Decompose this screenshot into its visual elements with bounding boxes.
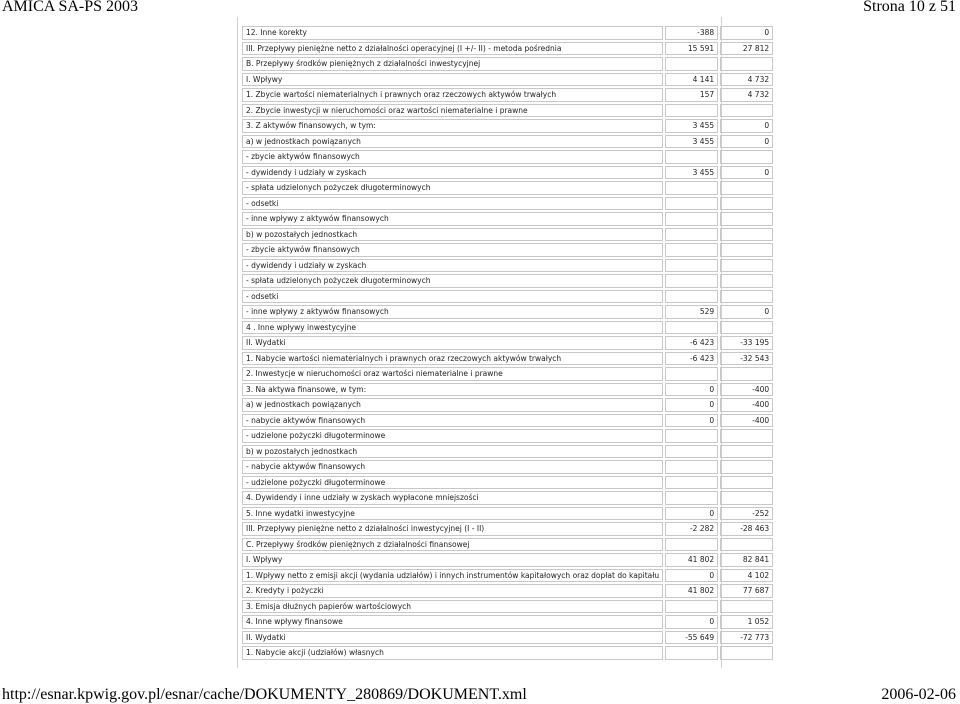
value-2003: -6 423: [665, 352, 718, 366]
source-url: http://esnar.kpwig.gov.pl/esnar/cache/DOKUMENTY_280869/DOKUMENT.xml: [2, 686, 527, 703]
value-2003: [665, 228, 718, 242]
value-2002: [720, 476, 773, 490]
print-date: 2006-02-06: [881, 686, 956, 703]
row-label: II. Wydatki: [242, 631, 663, 645]
table-row: [242, 228, 773, 242]
table-row: [242, 460, 773, 474]
row-label: 1. Zbycie wartości niematerialnych i prawnych oraz rzeczowych aktywów trwałych: [242, 88, 663, 102]
value-2002: [720, 321, 773, 335]
table-row: [242, 615, 773, 629]
value-2002: [720, 57, 773, 71]
value-2003: 15 591: [665, 42, 718, 56]
table-row: [242, 414, 773, 428]
value-2003: [665, 274, 718, 288]
value-2003: 529: [665, 305, 718, 319]
table-row: [242, 445, 773, 459]
table-row: [242, 553, 773, 567]
row-label: III. Przepływy pieniężne netto z działalności inwestycyjnej (I - II): [242, 522, 663, 536]
row-label: - dywidendy i udziały w zyskach: [242, 259, 663, 273]
row-label: a) w jednostkach powiązanych: [242, 135, 663, 149]
value-2002: [720, 274, 773, 288]
row-label: - zbycie aktywów finansowych: [242, 243, 663, 257]
row-label: - spłata udzielonych pożyczek długoterminowych: [242, 274, 663, 288]
row-label: b) w pozostałych jednostkach: [242, 228, 663, 242]
table-row: [242, 336, 773, 350]
row-label: 4 . Inne wpływy inwestycyjne: [242, 321, 663, 335]
table-row: [242, 476, 773, 490]
table-row: [242, 181, 773, 195]
value-2003: 0: [665, 615, 718, 629]
table-row: [242, 507, 773, 521]
table-row: [242, 166, 773, 180]
row-label: 2. Inwestycje w nieruchomości oraz wartości niematerialne i prawne: [242, 367, 663, 381]
value-2002: [720, 445, 773, 459]
value-2002: [720, 600, 773, 614]
row-label: III. Przepływy pieniężne netto z działalności operacyjnej (I +/- II) - metoda pośrednia: [242, 42, 663, 56]
value-2002: [720, 104, 773, 118]
value-2002: [720, 259, 773, 273]
value-2003: [665, 491, 718, 505]
value-2003: 0: [665, 414, 718, 428]
value-2003: [665, 290, 718, 304]
row-label: II. Wydatki: [242, 336, 663, 350]
value-2003: [665, 646, 718, 660]
row-label: b) w pozostałych jednostkach: [242, 445, 663, 459]
value-2003: 4 141: [665, 73, 718, 87]
table-row: [242, 274, 773, 288]
table-row: [242, 600, 773, 614]
table-row: [242, 73, 773, 87]
row-label: 2. Zbycie inwestycji w nieruchomości oraz wartości niematerialne i prawne: [242, 104, 663, 118]
value-2002: -400: [720, 398, 773, 412]
value-2003: 3 455: [665, 119, 718, 133]
value-2002: [720, 538, 773, 552]
value-2003: [665, 197, 718, 211]
table-row: [242, 584, 773, 598]
value-2002: -252: [720, 507, 773, 521]
row-label: 1. Nabycie akcji (udziałów) własnych: [242, 646, 663, 660]
table-row: [242, 88, 773, 102]
table-row: [242, 429, 773, 443]
value-2003: -388: [665, 26, 718, 40]
value-2002: -32 543: [720, 352, 773, 366]
value-2002: [720, 181, 773, 195]
value-2003: [665, 181, 718, 195]
value-2003: 0: [665, 398, 718, 412]
value-2002: [720, 228, 773, 242]
value-2002: -400: [720, 414, 773, 428]
value-2002: [720, 243, 773, 257]
value-2002: -28 463: [720, 522, 773, 536]
value-2003: 3 455: [665, 166, 718, 180]
value-2002: 0: [720, 166, 773, 180]
row-label: 3. Z aktywów finansowych, w tym:: [242, 119, 663, 133]
value-2003: -55 649: [665, 631, 718, 645]
value-2002: 77 687: [720, 584, 773, 598]
row-label: B. Przepływy środków pieniężnych z działalności inwestycyjnej: [242, 57, 663, 71]
table-row: [242, 631, 773, 645]
value-2002: [720, 491, 773, 505]
table-row: [242, 305, 773, 319]
table-row: [242, 352, 773, 366]
table-row: [242, 538, 773, 552]
value-2002: -33 195: [720, 336, 773, 350]
value-2002: [720, 367, 773, 381]
value-2002: -72 773: [720, 631, 773, 645]
row-label: - nabycie aktywów finansowych: [242, 460, 663, 474]
value-2003: [665, 429, 718, 443]
row-label: 2. Kredyty i pożyczki: [242, 584, 663, 598]
table-row: [242, 491, 773, 505]
table-row: [242, 150, 773, 164]
table-row: [242, 522, 773, 536]
value-2002: 0: [720, 135, 773, 149]
row-label: - zbycie aktywów finansowych: [242, 150, 663, 164]
value-2002: 4 732: [720, 73, 773, 87]
row-label: 1. Nabycie wartości niematerialnych i prawnych oraz rzeczowych aktywów trwałych: [242, 352, 663, 366]
row-label: 5. Inne wydatki inwestycyjne: [242, 507, 663, 521]
value-2003: 41 802: [665, 584, 718, 598]
value-2002: 0: [720, 119, 773, 133]
table-row: [242, 42, 773, 56]
row-label: C. Przepływy środków pieniężnych z działalności finansowej: [242, 538, 663, 552]
value-2003: [665, 212, 718, 226]
value-2003: [665, 104, 718, 118]
page-number: Strona 10 z 51: [863, 0, 956, 15]
value-2003: [665, 538, 718, 552]
row-label: - spłata udzielonych pożyczek długoterminowych: [242, 181, 663, 195]
value-2003: [665, 476, 718, 490]
value-2003: [665, 445, 718, 459]
row-label: - inne wpływy z aktywów finansowych: [242, 305, 663, 319]
row-label: - udzielone pożyczki długoterminowe: [242, 476, 663, 490]
table-row: [242, 104, 773, 118]
value-2003: -6 423: [665, 336, 718, 350]
value-2002: [720, 197, 773, 211]
value-2003: [665, 600, 718, 614]
value-2003: 157: [665, 88, 718, 102]
value-2002: [720, 150, 773, 164]
row-label: a) w jednostkach powiązanych: [242, 398, 663, 412]
table-row: [242, 26, 773, 40]
row-label: 4. Dywidendy i inne udziały w zyskach wypłacone mniejszości: [242, 491, 663, 505]
value-2002: [720, 290, 773, 304]
value-2003: 0: [665, 383, 718, 397]
table-row: [242, 569, 773, 583]
value-2002: 1 052: [720, 615, 773, 629]
table-row: [242, 321, 773, 335]
row-label: 1. Wpływy netto z emisji akcji (wydania udziałów) i innych instrumentów kapitałowych oraz dopłat do kapitału: [242, 569, 663, 583]
value-2002: [720, 212, 773, 226]
table-row: [242, 197, 773, 211]
row-label: - udzielone pożyczki długoterminowe: [242, 429, 663, 443]
table-row: [242, 290, 773, 304]
value-2002: 4 102: [720, 569, 773, 583]
value-2003: -2 282: [665, 522, 718, 536]
value-2002: [720, 460, 773, 474]
table-row: [242, 259, 773, 273]
value-2003: 0: [665, 507, 718, 521]
table-row: [242, 646, 773, 660]
table-row: [242, 57, 773, 71]
value-2003: [665, 321, 718, 335]
value-2003: 41 802: [665, 553, 718, 567]
value-2002: [720, 429, 773, 443]
row-label: - dywidendy i udziały w zyskach: [242, 166, 663, 180]
table-row: [242, 212, 773, 226]
row-label: 3. Na aktywa finansowe, w tym:: [242, 383, 663, 397]
cash-flow-table: [240, 24, 775, 662]
document-title: AMICA SA-PS 2003: [2, 0, 139, 15]
value-2003: [665, 150, 718, 164]
value-2003: [665, 367, 718, 381]
table-body: [242, 26, 773, 660]
page-header: [0, 0, 960, 18]
row-label: - odsetki: [242, 290, 663, 304]
page-footer: [0, 686, 960, 704]
value-2003: 0: [665, 569, 718, 583]
row-label: - nabycie aktywów finansowych: [242, 414, 663, 428]
row-label: 12. Inne korekty: [242, 26, 663, 40]
value-2002: 82 841: [720, 553, 773, 567]
table-row: [242, 367, 773, 381]
value-2002: 27 812: [720, 42, 773, 56]
table-row: [242, 119, 773, 133]
value-2003: 3 455: [665, 135, 718, 149]
value-2003: [665, 57, 718, 71]
row-label: 4. Inne wpływy finansowe: [242, 615, 663, 629]
row-label: - inne wpływy z aktywów finansowych: [242, 212, 663, 226]
value-2003: [665, 460, 718, 474]
row-label: 3. Emisja dłużnych papierów wartościowych: [242, 600, 663, 614]
value-2003: [665, 243, 718, 257]
table-row: [242, 135, 773, 149]
row-label: - odsetki: [242, 197, 663, 211]
value-2002: 0: [720, 305, 773, 319]
value-2002: 0: [720, 26, 773, 40]
table-row: [242, 383, 773, 397]
value-2002: [720, 646, 773, 660]
value-2002: 4 732: [720, 88, 773, 102]
table-row: [242, 243, 773, 257]
row-label: I. Wpływy: [242, 73, 663, 87]
value-2003: [665, 259, 718, 273]
row-label: I. Wpływy: [242, 553, 663, 567]
table-row: [242, 398, 773, 412]
value-2002: -400: [720, 383, 773, 397]
